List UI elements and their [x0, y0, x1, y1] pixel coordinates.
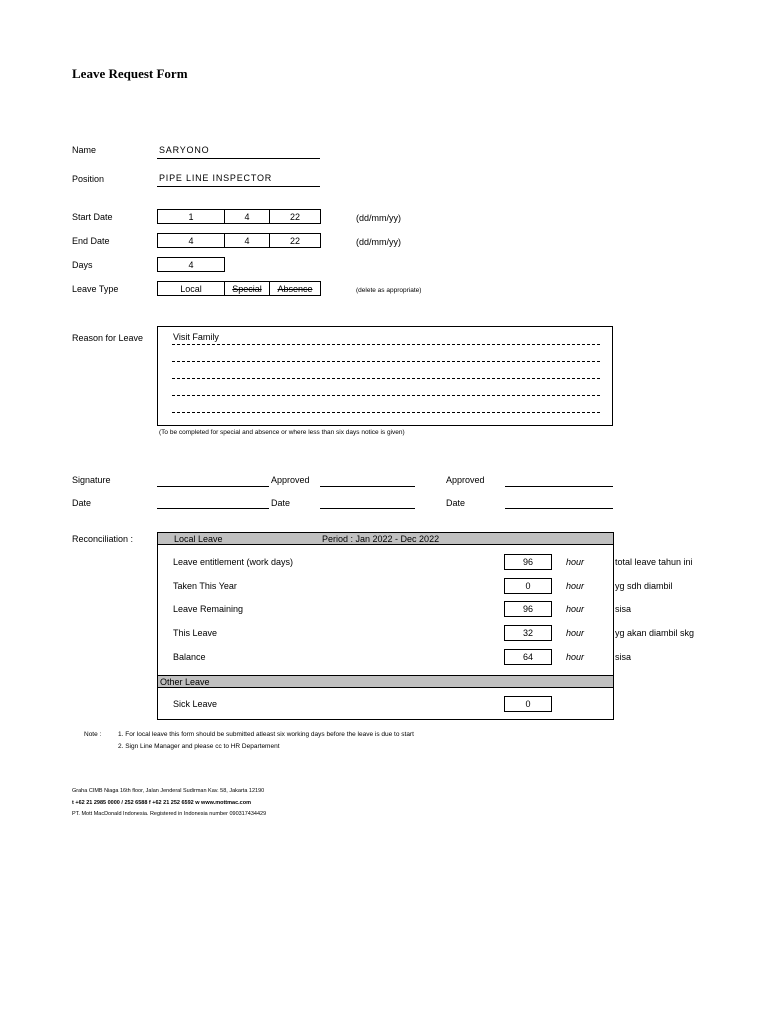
- date-label-2: Date: [271, 498, 291, 508]
- signature-line[interactable]: [157, 486, 269, 487]
- end-date-month[interactable]: 4: [224, 233, 270, 248]
- days-label: Days: [72, 260, 93, 270]
- note-balance: sisa: [615, 652, 632, 662]
- reason-line: [172, 412, 600, 413]
- reason-line: [172, 395, 600, 396]
- name-value: SARYONO: [159, 145, 210, 155]
- row-value-balance[interactable]: 64: [504, 649, 552, 665]
- start-date-month[interactable]: 4: [224, 209, 270, 224]
- leave-type-special[interactable]: Special: [224, 281, 270, 296]
- row-value-taken[interactable]: 0: [504, 578, 552, 594]
- name-field[interactable]: [157, 144, 320, 159]
- row-label-entitlement: Leave entitlement (work days): [173, 557, 294, 567]
- sick-leave-value[interactable]: 0: [504, 696, 552, 712]
- reason-line: [172, 361, 600, 362]
- note-entitlement: total leave tahun ini: [615, 557, 693, 567]
- row-unit: hour: [566, 581, 585, 591]
- position-label: Position: [72, 174, 105, 184]
- reason-value: Visit Family: [173, 332, 219, 342]
- approved-line-1[interactable]: [320, 486, 415, 487]
- row-unit: hour: [566, 557, 585, 567]
- other-leave-header: [157, 675, 614, 688]
- date-line-3[interactable]: [505, 508, 613, 509]
- notes-line-1: 1. For local leave this form should be submitted atleast six working days before the leave is due to start: [118, 731, 414, 738]
- reason-label: Reason for Leave: [72, 333, 144, 343]
- local-leave-title: Local Leave: [174, 534, 223, 544]
- reason-note: (To be completed for special and absence or where less than six days notice is given): [159, 429, 405, 436]
- page-title: Leave Request Form: [72, 66, 188, 81]
- other-leave-title: Other Leave: [160, 677, 210, 687]
- date-line-2[interactable]: [320, 508, 415, 509]
- row-unit: hour: [566, 604, 585, 614]
- note-this-leave: yg akan diambil skg: [615, 628, 695, 638]
- row-value-remaining[interactable]: 96: [504, 601, 552, 617]
- note-taken: yg sdh diambil: [615, 581, 673, 591]
- start-date-year[interactable]: 22: [269, 209, 321, 224]
- local-leave-header: [157, 532, 614, 545]
- start-date-label: Start Date: [72, 212, 113, 222]
- note-remaining: sisa: [615, 604, 632, 614]
- days-value[interactable]: 4: [157, 257, 225, 272]
- footer-contact: t +62 21 2985 0000 / 252 6588 f +62 21 252 6592 w www.mottmac.com: [72, 800, 251, 806]
- name-label: Name: [72, 145, 97, 155]
- approved-label-2: Approved: [446, 475, 485, 485]
- end-date-year[interactable]: 22: [269, 233, 321, 248]
- reason-box[interactable]: [157, 326, 613, 426]
- reconciliation-box: [157, 532, 614, 720]
- row-unit: hour: [566, 652, 585, 662]
- delete-note: (delete as appropriate): [356, 287, 422, 294]
- period-label: Period : Jan 2022 - Dec 2022: [322, 534, 440, 544]
- footer-address: Graha CIMB Niaga 16th floor, Jalan Jenderal Sudirman Kav. 58, Jakarta 12190: [72, 788, 265, 794]
- approved-line-2[interactable]: [505, 486, 613, 487]
- row-value-this-leave[interactable]: 32: [504, 625, 552, 641]
- position-value: PIPE LINE INSPECTOR: [159, 173, 273, 183]
- row-value-entitlement[interactable]: 96: [504, 554, 552, 570]
- end-date-label: End Date: [72, 236, 110, 246]
- start-date-format: (dd/mm/yy): [356, 213, 401, 223]
- reason-line: [172, 344, 600, 345]
- reconciliation-label: Reconciliation :: [72, 534, 134, 544]
- end-date-format: (dd/mm/yy): [356, 237, 401, 247]
- row-label-remaining: Leave Remaining: [173, 604, 244, 614]
- date-line-1[interactable]: [157, 508, 269, 509]
- leave-type-local[interactable]: Local: [157, 281, 225, 296]
- row-label-balance: Balance: [173, 652, 206, 662]
- notes-label: Note :: [84, 731, 102, 738]
- row-label-taken: Taken This Year: [173, 581, 237, 591]
- date-label-1: Date: [72, 498, 92, 508]
- row-unit: hour: [566, 628, 585, 638]
- notes-line-2: 2. Sign Line Manager and please cc to HR Departement: [118, 743, 280, 750]
- date-label-3: Date: [446, 498, 466, 508]
- end-date-day[interactable]: 4: [157, 233, 225, 248]
- sick-leave-label: Sick Leave: [173, 699, 218, 709]
- reason-line: [172, 378, 600, 379]
- signature-label: Signature: [72, 475, 111, 485]
- row-label-this-leave: This Leave: [173, 628, 218, 638]
- approved-label-1: Approved: [271, 475, 310, 485]
- leave-type-label: Leave Type: [72, 284, 119, 294]
- start-date-day[interactable]: 1: [157, 209, 225, 224]
- position-field[interactable]: [157, 172, 320, 187]
- footer-company: PT. Mott MacDonald Indonesia. Registered in Indonesia number 090317434429: [72, 811, 267, 817]
- leave-type-absence[interactable]: Absence: [269, 281, 321, 296]
